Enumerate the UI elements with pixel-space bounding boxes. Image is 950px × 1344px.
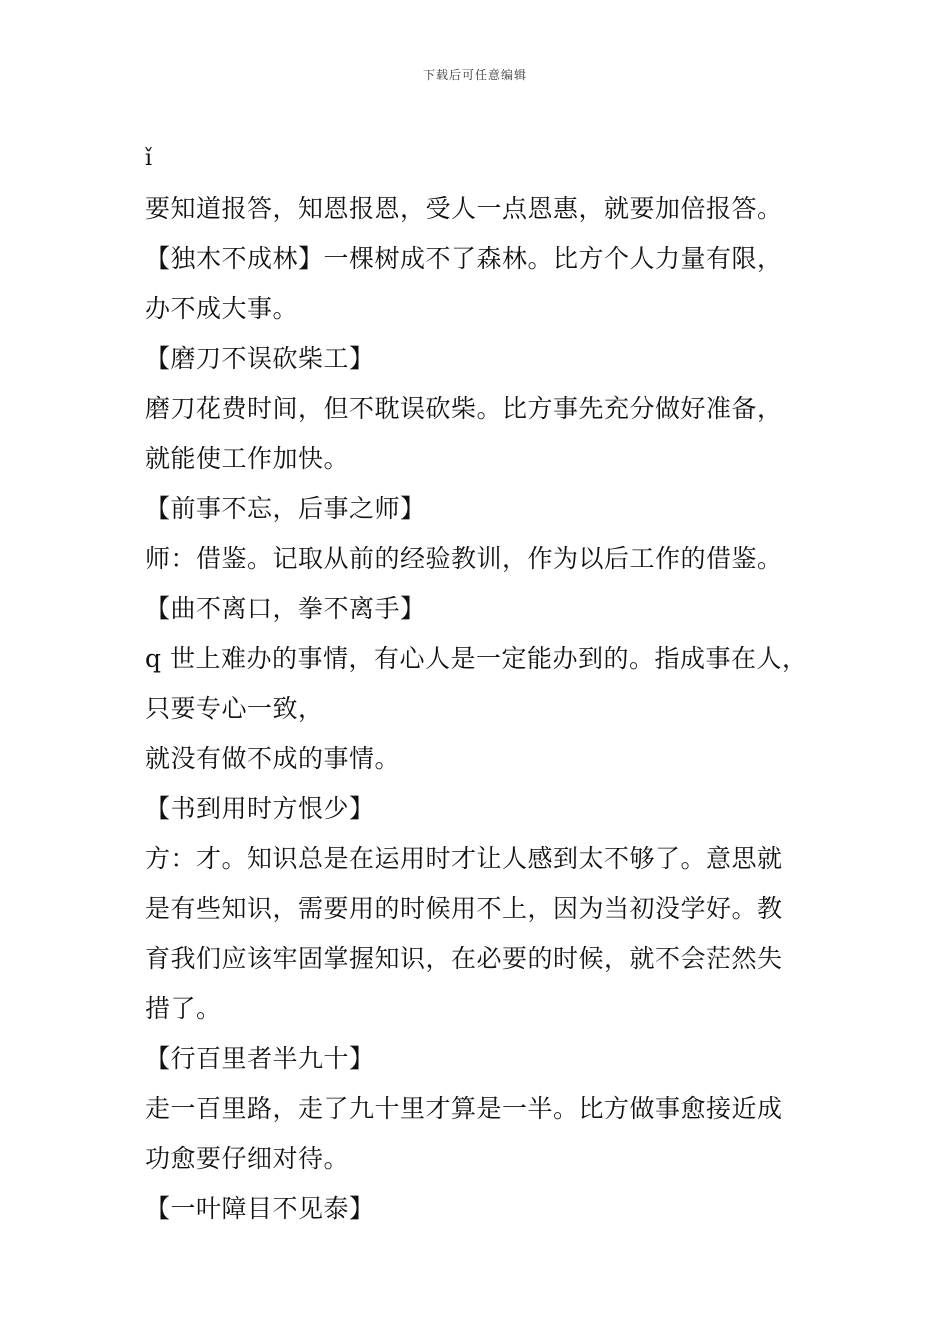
text-line-stray-char: ǐ <box>145 146 153 171</box>
text-line: 办不成大事。 <box>145 294 299 323</box>
proverb-heading: 【磨刀不误砍柴工】 <box>145 344 375 373</box>
proverb-heading: 【前事不忘，后事之师】 <box>145 494 426 523</box>
text-line: 要知道报答，知恩报恩，受人一点恩惠，就要加倍报答。 <box>145 194 783 223</box>
text-line: q 世上难办的事情，有心人是一定能办到的。指成事在人， <box>145 644 808 673</box>
proverb-heading: 【一叶障目不见泰】 <box>145 1194 375 1223</box>
text-line: 就没有做不成的事情。 <box>145 744 401 773</box>
text-line: 措了。 <box>145 994 222 1023</box>
proverb-heading: 【行百里者半九十】 <box>145 1044 375 1073</box>
proverb-heading: 【曲不离口，拳不离手】 <box>145 594 426 623</box>
text-line: 只要专心一致， <box>145 694 324 723</box>
document-body <box>145 134 815 1234</box>
text-line: 方：才。知识总是在运用时才让人感到太不够了。意思就 <box>145 844 783 873</box>
proverb-heading: 【书到用时方恨少】 <box>145 794 375 823</box>
text-line: 是有些知识，需要用的时候用不上，因为当初没学好。教 <box>145 894 783 923</box>
text-line: 育我们应该牢固掌握知识，在必要的时候，就不会茫然失 <box>145 944 783 973</box>
text-line: 功愈要仔细对待。 <box>145 1144 350 1173</box>
text-line: 【独木不成林】一棵树成不了森林。比方个人力量有限， <box>145 244 783 273</box>
text-line: 就能使工作加快。 <box>145 444 350 473</box>
text-line: 师：借鉴。记取从前的经验教训，作为以后工作的借鉴。 <box>145 544 783 573</box>
page-header-note: 下载后可任意编辑 <box>422 68 527 82</box>
text-line: 走一百里路，走了九十里才算是一半。比方做事愈接近成 <box>145 1094 783 1123</box>
text-line: 磨刀花费时间，但不耽误砍柴。比方事先充分做好准备， <box>145 394 783 423</box>
